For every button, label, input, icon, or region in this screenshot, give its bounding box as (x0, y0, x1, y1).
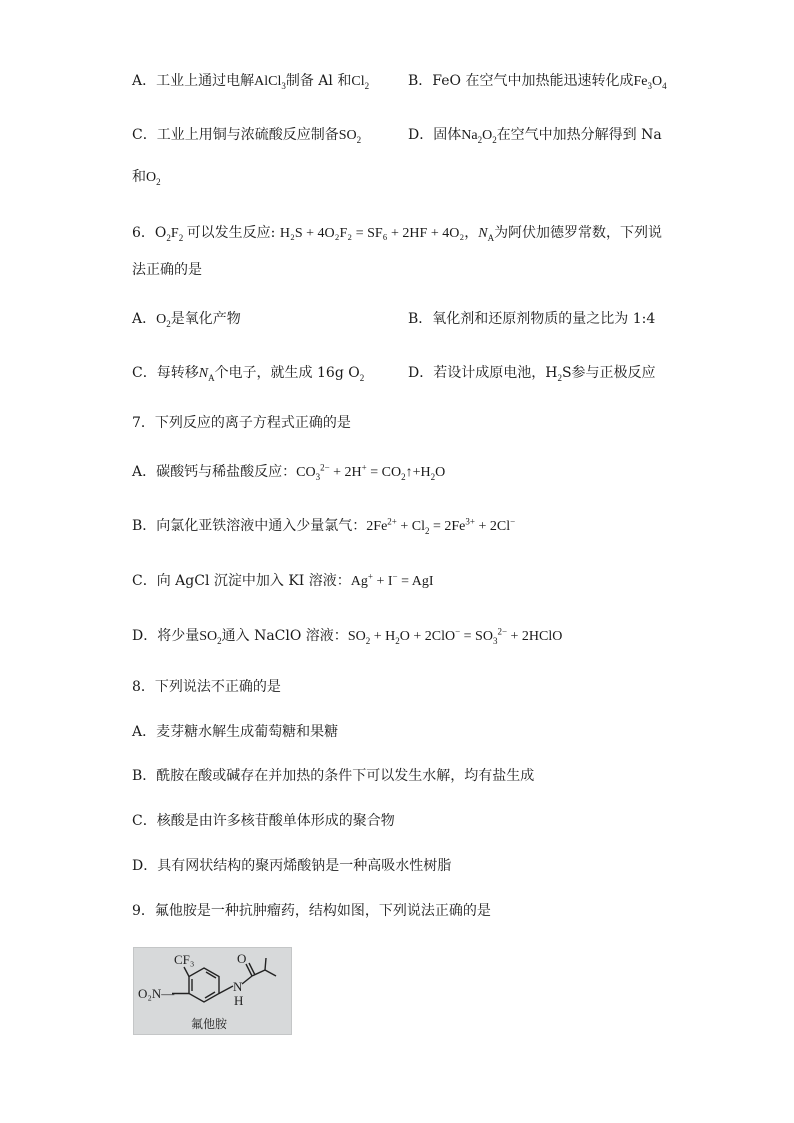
label-amide-h: H (234, 993, 244, 1008)
figure-caption: 氟他胺 (191, 1017, 228, 1031)
q7-equation-c: Ag+ + I− = AgI (350, 571, 434, 589)
label-no2: O₂N— (138, 986, 175, 1001)
q8-option-c: C．核酸是由许多核苷酸单体形成的聚合物 (132, 813, 395, 829)
q8-stem: 8．下列说法不正确的是 (132, 679, 281, 695)
q5-option-a: A．工业上通过电解AlCl$_3$制备 Al 和$Cl_2$ (132, 73, 370, 91)
q6-stem-continued: 法正确的是 (132, 262, 202, 278)
flutamide-structure-svg (134, 948, 291, 1034)
q6-stem: 6．$O_2F_2$ 可以发生反应: H₂S + 4O₂F₂ = SF₆ + 2HF + 4O₂，$N_A$为阿伏加德罗常数，下列说 (132, 225, 663, 243)
q8-option-a: A．麦芽糖水解生成葡萄糖和果糖 (132, 724, 339, 740)
q8-option-d: D．具有网状结构的聚丙烯酸钠是一种高吸水性树脂 (132, 858, 452, 874)
q7-option-d: D．将少量$SO_2$通入 NaClO 溶液：$SO_2 + H_2O + 2ClO^- = SO_3^{2-}$ + 2HClO (132, 626, 563, 646)
q7-equation-a: $CO_3^{2-} + 2H^+$ = $CO_2↑+H_2O$ (296, 462, 446, 482)
q7-option-b: B．向氯化亚铁溶液中通入少量氯气：$2Fe^{2+} + Cl_2 = 2Fe^{3+} + 2Cl^-$ (132, 516, 516, 536)
q5-option-c: C．工业上用铜与浓硫酸反应制备$SO_2$ (132, 127, 362, 145)
q7-option-a: A．碳酸钙与稀盐酸反应：$CO_3^{2-} + 2H^+$ = $CO_2↑+H_2O$ (132, 462, 446, 482)
formula-alcl3: AlCl$_3$ (254, 74, 286, 91)
formula-fe3o4: $Fe_3O_4$ (633, 74, 667, 91)
q8-option-b: B．酰胺在酸或碱存在并加热的条件下可以发生水解，均有盐生成 (132, 768, 535, 784)
q5-option-b: B．FeO 在空气中加热能迅速转化成$Fe_3O_4$ (408, 73, 667, 91)
q7-option-c: C．向 AgCl 沉淀中加入 KI 溶液：Ag+ + I− = AgI (132, 571, 434, 589)
q6-option-b: B．氧化剂和还原剂物质的量之比为 1:4 (408, 311, 656, 327)
q6-option-d: D．若设计成原电池，$H_2S$参与正极反应 (408, 365, 656, 383)
q6-option-a: A．$O_2$是氧化产物 (132, 311, 241, 329)
q7-equation-d: $SO_2 + H_2O + 2ClO^- = SO_3^{2-}$ + 2HClO (347, 626, 563, 646)
formula-o2: $O_2$ (146, 170, 161, 187)
formula-so2: $SO_2$ (338, 128, 362, 145)
formula-na2o2: $Na_2O_2$ (461, 128, 497, 145)
q6-equation: H₂S + 4O₂F₂ = SF₆ + 2HF + 4O₂ (279, 226, 465, 241)
formula-cl2: $Cl_2$ (351, 74, 370, 91)
q5-option-d-continued: 和$O_2$ (132, 169, 161, 187)
q7-stem: 7．下列反应的离子方程式正确的是 (132, 415, 351, 431)
q6-option-c: C．每转移$N_A$个电子，就生成 16g $O_2$ (132, 365, 365, 383)
label-cf3: CF₃ (174, 952, 195, 967)
label-amide-n: N (233, 979, 243, 994)
q5-option-d: D．固体$Na_2O_2$在空气中加热分解得到 Na (408, 127, 662, 145)
label-carbonyl-o: O (237, 951, 247, 966)
q7-equation-b: $2Fe^{2+} + Cl_2 = 2Fe^{3+} + 2Cl^-$ (366, 516, 516, 536)
flutamide-structure-figure (133, 947, 292, 1035)
q9-stem: 9．氟他胺是一种抗肿瘤药，结构如图，下列说法正确的是 (132, 903, 491, 919)
